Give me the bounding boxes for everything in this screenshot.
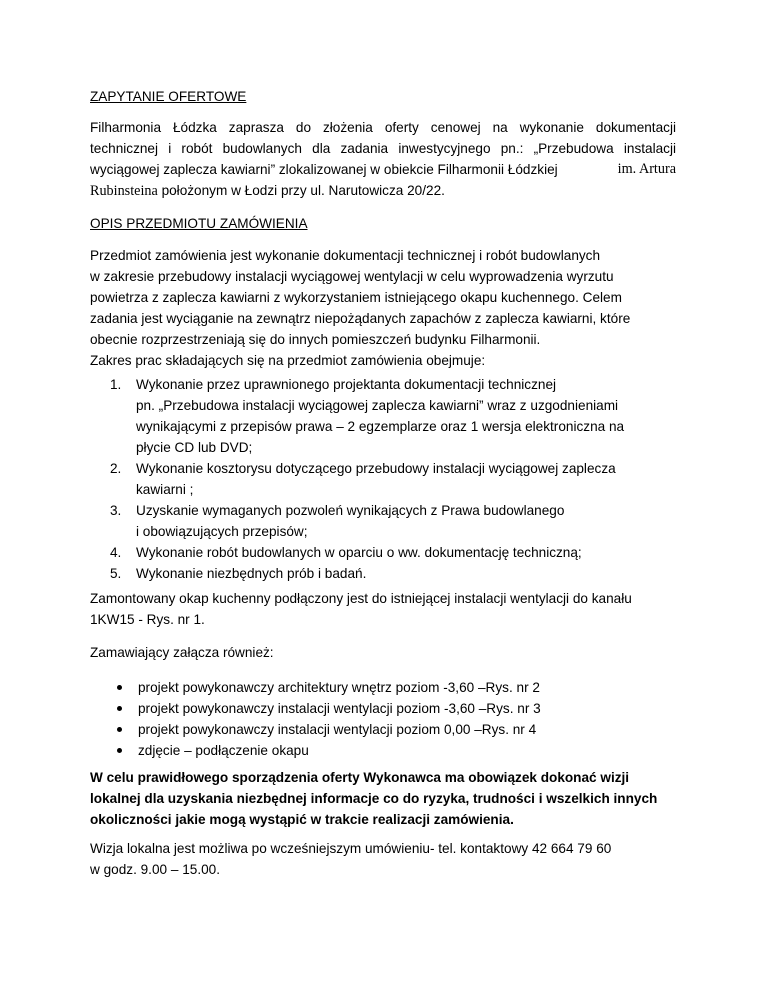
description-line: zadania jest wyciąganie na zewnątrz niepożądanych zapachów z zaplecza kawiarni, które bbox=[90, 311, 631, 326]
list-item-line: Wykonanie robót budowlanych w oparciu o ww. dokumentację techniczną; bbox=[136, 545, 582, 560]
intro-paragraph bbox=[90, 117, 676, 202]
hood-line: Zamontowany okap kuchenny podłączony jest do istniejącej instalacji wentylacji do kanału bbox=[90, 591, 632, 606]
intro-text-serif: Rubinsteina bbox=[90, 183, 158, 199]
intro-text-serif: im. Artura bbox=[617, 161, 676, 177]
attachment-text: zdjęcie – podłączenie okapu bbox=[138, 743, 309, 758]
bullet-icon bbox=[117, 727, 122, 732]
list-item bbox=[90, 719, 676, 740]
attachment-text: projekt powykonawczy instalacji wentylacji poziom 0,00 –Rys. nr 4 bbox=[138, 722, 537, 737]
list-item bbox=[90, 563, 676, 584]
intro-line bbox=[90, 180, 676, 202]
description-paragraph bbox=[90, 245, 676, 371]
list-item-line: i obowiązujących przepisów; bbox=[136, 524, 308, 539]
list-item bbox=[90, 374, 676, 458]
hood-line: 1KW15 - Rys. nr 1. bbox=[90, 612, 205, 627]
description-line: w zakresie przebudowy instalacji wyciągowej wentylacji w celu wyprowadzenia wyrzutu bbox=[90, 269, 614, 284]
notice-line: okoliczności jakie mogą wystąpić w trakcie realizacji zamówienia. bbox=[90, 812, 514, 827]
list-number: 1. bbox=[110, 377, 122, 392]
list-item-line: Wykonanie przez uprawnionego projektanta dokumentacji technicznej bbox=[136, 377, 557, 392]
attachments-list bbox=[90, 677, 676, 761]
description-line: Zakres prac składających się na przedmiot zamówienia obejmuje: bbox=[90, 353, 486, 368]
list-number: 5. bbox=[110, 566, 122, 581]
list-item bbox=[90, 740, 676, 761]
scope-list bbox=[90, 374, 676, 584]
contact-line: Wizja lokalna jest możliwa po wcześniejszym umówieniu- tel. kontaktowy 42 664 79 60 bbox=[90, 841, 612, 856]
contact-paragraph bbox=[90, 838, 676, 880]
attachments-intro: Zamawiający załącza również: bbox=[90, 645, 274, 660]
intro-line: Filharmonia Łódzka zaprasza do złożenia oferty cenowej na wykonanie dokumentacji bbox=[90, 120, 676, 135]
hood-paragraph bbox=[90, 588, 676, 630]
list-item-line: Wykonanie kosztorysu dotyczącego przebudowy instalacji wyciągowej zaplecza bbox=[136, 461, 616, 476]
bullet-icon bbox=[117, 685, 122, 690]
intro-line bbox=[90, 159, 676, 180]
list-number: 4. bbox=[110, 545, 122, 560]
bullet-icon bbox=[117, 748, 122, 753]
list-item-line: Wykonanie niezbędnych prób i badań. bbox=[136, 566, 367, 581]
list-item-line: płycie CD lub DVD; bbox=[136, 440, 253, 455]
notice-line: lokalnej dla uzyskania niezbędnej informacje co do ryzyka, trudności i wszelkich innych bbox=[90, 791, 658, 806]
list-number: 2. bbox=[110, 461, 122, 476]
bullet-icon bbox=[117, 706, 122, 711]
description-line: powietrza z zaplecza kawiarni z wykorzystaniem istniejącego okapu kuchennego. Celem bbox=[90, 290, 622, 305]
list-item-line: kawiarni ; bbox=[136, 482, 194, 497]
contact-line: w godz. 9.00 – 15.00. bbox=[90, 862, 220, 877]
list-number: 3. bbox=[110, 503, 122, 518]
description-line: Przedmiot zamówienia jest wykonanie dokumentacji technicznej i robót budowlanych bbox=[90, 248, 601, 263]
list-item-line: Uzyskanie wymaganych pozwoleń wynikających z Prawa budowlanego bbox=[136, 503, 565, 518]
intro-text: położonym w Łodzi przy ul. Narutowicza 20/22. bbox=[161, 183, 445, 198]
intro-text: wyciągowej zaplecza kawiarni” zlokalizowanej w obiekcie Filharmonii Łódzkiej bbox=[90, 162, 558, 177]
attachment-text: projekt powykonawczy instalacji wentylacji poziom -3,60 –Rys. nr 3 bbox=[138, 701, 541, 716]
intro-line: technicznej i robót budowlanych dla zadania inwestycyjnego pn.: „Przebudowa instalacji bbox=[90, 141, 676, 156]
description-line: obecnie rozprzestrzeniają się do innych pomieszczeń budynku Filharmonii. bbox=[90, 332, 541, 347]
list-item bbox=[90, 458, 676, 500]
list-item-line: wynikającymi z przepisów prawa – 2 egzemplarze oraz 1 wersja elektroniczna na bbox=[136, 419, 625, 434]
attachment-text: projekt powykonawczy architektury wnętrz poziom -3,60 –Rys. nr 2 bbox=[138, 680, 540, 695]
list-item bbox=[90, 500, 676, 542]
list-item bbox=[90, 542, 676, 563]
list-item bbox=[90, 677, 676, 698]
list-item-line: pn. „Przebudowa instalacji wyciągowej zaplecza kawiarni” wraz z uzgodnieniami bbox=[136, 398, 619, 413]
section-heading: OPIS PRZEDMIOTU ZAMÓWIENIA bbox=[90, 216, 308, 231]
document-title: ZAPYTANIE OFERTOWE bbox=[90, 89, 247, 104]
notice-line: W celu prawidłowego sporządzenia oferty Wykonawca ma obowiązek dokonać wizji bbox=[90, 770, 630, 785]
list-item bbox=[90, 698, 676, 719]
site-visit-notice bbox=[90, 767, 676, 830]
